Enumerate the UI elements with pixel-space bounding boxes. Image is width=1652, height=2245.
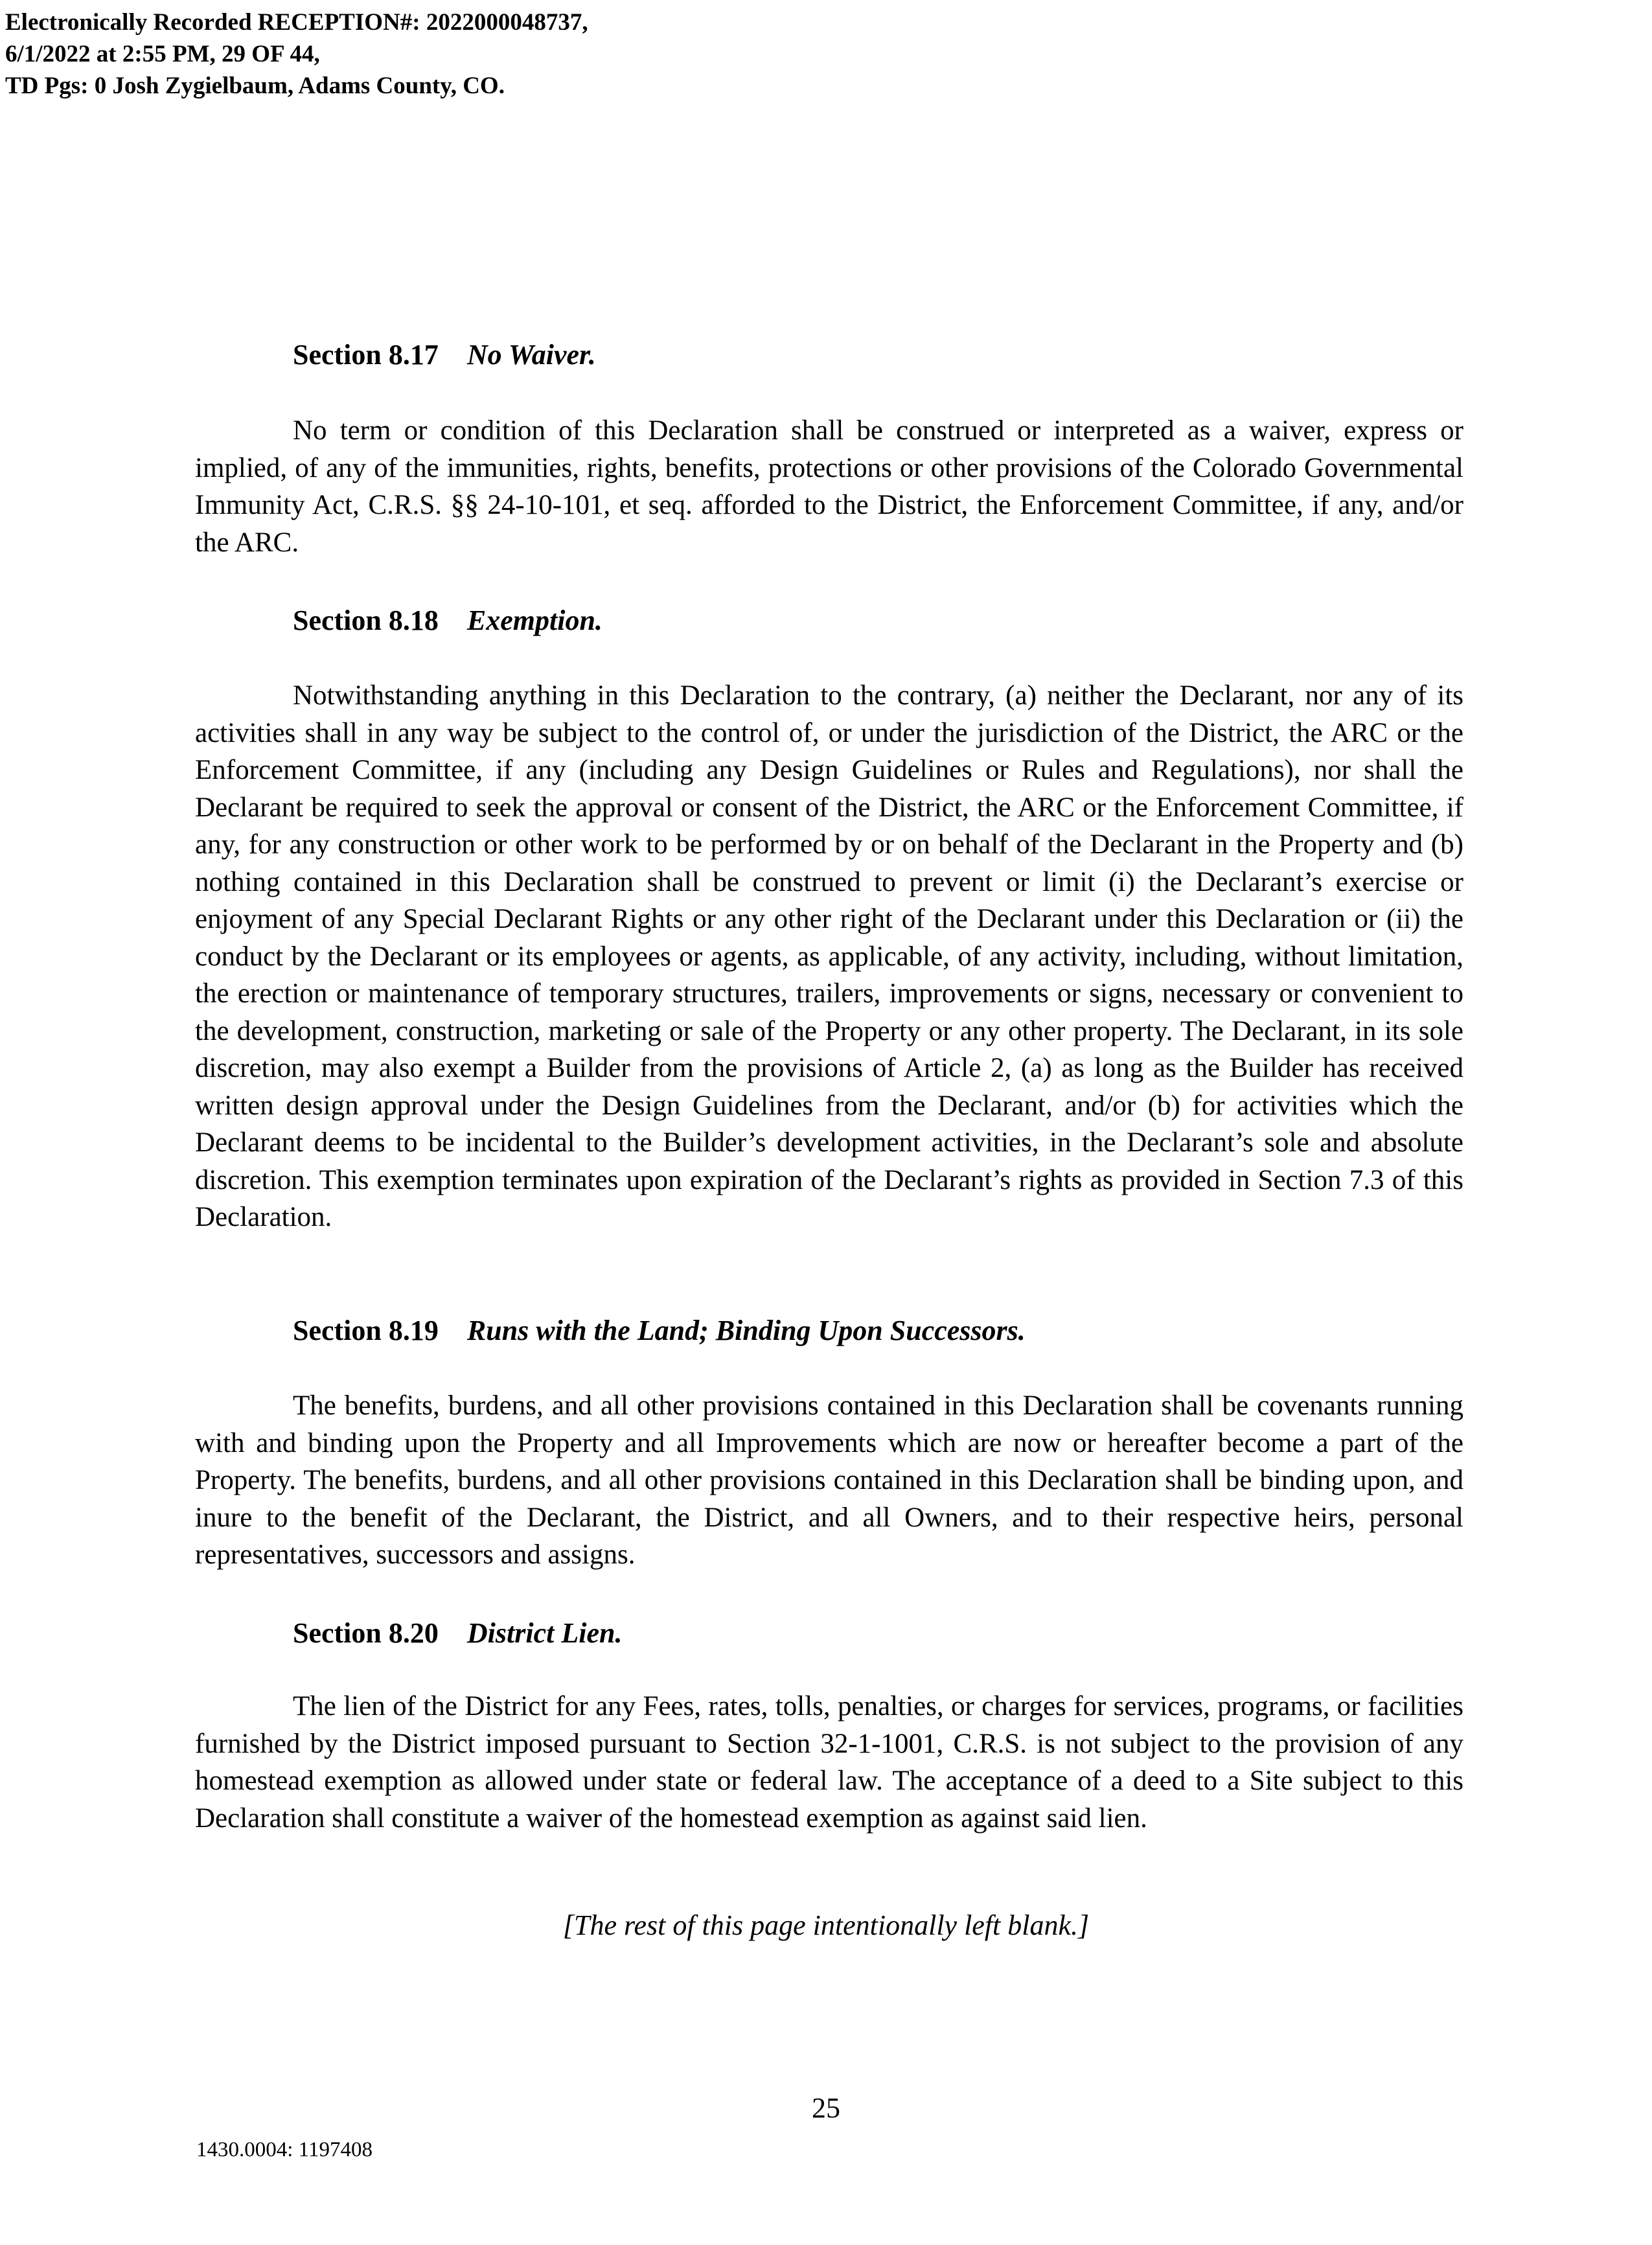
section-body: The benefits, burdens, and all other provisions contained in this Declaration shall be covenants running with and binding upon the Property and all Improvements which are now or hereafter become a part of the Property. The benefits, burdens, and all other provisions contained in this Declaration shall be binding upon, and inure to the benefit of the Declarant, the District, and all Owners, and to their respective heirs, personal representatives, successors and assigns. — [195, 1390, 1463, 1570]
intentionally-blank-note: [The rest of this page intentionally left blank.] — [562, 1909, 1090, 1941]
section-body: The lien of the District for any Fees, rates, tolls, penalties, or charges for services, programs, or facilities furnished by the District imposed pursuant to Section 32-1-1001, C.R.S. is not subject to the provision of any homestead exemption as allowed under state or federal law. The acceptance of a deed to a Site subject to this Declaration shall constitute a waiver of the homestead exemption as against said lien. — [195, 1691, 1463, 1834]
section-title: Exemption. — [466, 604, 602, 636]
section-number: Section 8.20 — [293, 1617, 439, 1649]
section-heading — [293, 603, 602, 639]
section-body: Notwithstanding anything in this Declaration to the contrary, (a) neither the Declarant, nor any of its activities shall in any way be subject to the control of, or under the jurisdiction of the District, the ARC or the Enforcement Committee, if any (including any Design Guidelines or Rules and Regulations), nor shall the Declarant be required to seek the approval or consent of the District, the ARC or the Enforcement Committee, if any, for any construction or other work to be performed by or on behalf of the Declarant in the Property and (b) nothing contained in this Declaration shall be construed to prevent or limit (i) the Declarant’s exercise or enjoyment of any Special Declarant Rights or any other right of the Declarant under this Declaration or (ii) the conduct by the Declarant or its employees or agents, as applicable, of any activity, including, without limitation, the erection or maintenance of temporary structures, trailers, improvements or signs, necessary or convenient to the development, construction, marketing or sale of the Property or any other property. The Declarant, in its sole discretion, may also exempt a Builder from the provisions of Article 2, (a) as long as the Builder has received written design approval under the Design Guidelines from the Declarant, and/or (b) for activities which the Declarant deems to be incidental to the Builder’s development activities, in the Declarant’s sole and absolute discretion. This exemption terminates upon expiration of the Declarant’s rights as provided in Section 7.3 of this Declaration. — [195, 680, 1463, 1232]
section-number: Section 8.19 — [293, 1315, 439, 1346]
recording-stamp-line: Electronically Recorded RECEPTION#: 2022000048737, — [5, 9, 588, 36]
section-heading — [293, 1313, 1026, 1349]
document-id: 1430.0004: 1197408 — [196, 2138, 373, 2161]
section-heading — [293, 1615, 622, 1652]
section-body: No term or condition of this Declaration shall be construed or interpreted as a waiver, express or implied, of any of the immunities, rights, benefits, protections or other provisions of the Colorado Governmental Immunity Act, C.R.S. §§ 24-10-101, et seq. afforded to the District, the Enforcement Committee, if any, and/or the ARC. — [195, 415, 1463, 558]
recording-stamp-line: 6/1/2022 at 2:55 PM, 29 OF 44, — [5, 41, 320, 67]
section-title: No Waiver. — [466, 339, 596, 371]
section-title: Runs with the Land; Binding Upon Successors. — [466, 1315, 1026, 1346]
page-number: 25 — [812, 2092, 840, 2124]
section-heading — [293, 337, 596, 373]
section-title: District Lien. — [466, 1617, 623, 1649]
section-number: Section 8.18 — [293, 604, 439, 636]
recording-stamp-line: TD Pgs: 0 Josh Zygielbaum, Adams County, CO. — [5, 73, 505, 99]
recording-stamp — [5, 6, 588, 102]
section-number: Section 8.17 — [293, 339, 439, 371]
